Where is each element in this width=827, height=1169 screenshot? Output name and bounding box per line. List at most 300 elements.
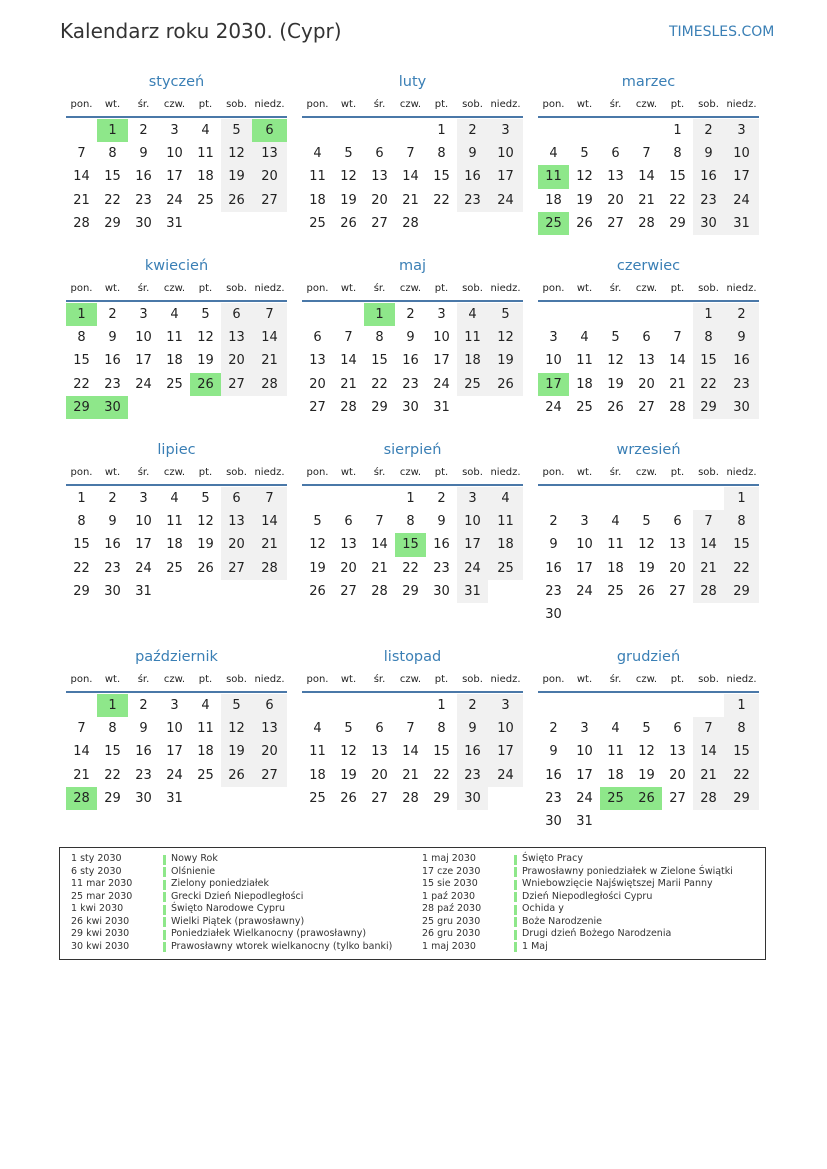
day-cell: 21 [73, 192, 90, 208]
day-cell: 7 [77, 721, 86, 737]
empty-cell [662, 303, 693, 326]
day-cell: 19 [197, 537, 214, 553]
day-cell: 14 [340, 353, 357, 369]
empty-cell [693, 694, 724, 717]
day-cell: 29 [693, 396, 724, 419]
day-cell: 7 [406, 146, 415, 162]
day-cell: 25 [166, 376, 183, 392]
day-cell: 12 [221, 717, 252, 740]
empty-cell [364, 119, 395, 142]
day-cell: 28 [66, 787, 97, 810]
day-cell: 29 [724, 580, 759, 603]
day-cell: 18 [309, 767, 326, 783]
day-cell: 9 [139, 721, 148, 737]
weekday-label: sob. [698, 99, 719, 110]
empty-cell [662, 694, 693, 717]
day-cell: 12 [197, 514, 214, 530]
day-cell: 1 [724, 487, 759, 510]
day-cell: 1 [724, 694, 759, 717]
weekday-header [302, 94, 523, 118]
day-cell: 3 [488, 694, 523, 717]
day-grid [66, 487, 287, 603]
day-cell: 23 [724, 373, 759, 396]
day-cell: 27 [340, 583, 357, 599]
weekday-label: niedz. [726, 467, 757, 478]
day-cell: 11 [309, 169, 326, 185]
day-cell: 26 [309, 583, 326, 599]
day-cell: 28 [693, 787, 724, 810]
weekday-label: niedz. [726, 674, 757, 685]
day-cell: 6 [221, 303, 252, 326]
day-cell: 23 [135, 192, 152, 208]
day-cell: 13 [669, 537, 686, 553]
legend-date: 1 maj 2030 [422, 853, 476, 864]
day-cell: 12 [197, 330, 214, 346]
day-cell: 19 [340, 767, 357, 783]
legend-date: 1 kwi 2030 [71, 903, 124, 914]
day-cell: 15 [73, 353, 90, 369]
day-cell: 1 [437, 123, 446, 138]
day-cell: 23 [402, 376, 419, 392]
day-cell: 16 [457, 740, 488, 763]
day-cell: 14 [402, 744, 419, 760]
day-cell: 5 [201, 491, 210, 506]
day-cell: 7 [252, 487, 287, 510]
day-cell: 4 [201, 698, 210, 713]
month-2 [302, 72, 523, 235]
day-cell: 18 [197, 744, 214, 760]
weekday-label: śr. [137, 467, 150, 478]
empty-cell [631, 694, 662, 717]
day-cell: 8 [108, 146, 117, 162]
weekday-label: pon. [306, 99, 329, 110]
day-cell: 2 [693, 119, 724, 142]
day-cell: 1 [364, 303, 395, 326]
day-cell: 6 [344, 514, 353, 530]
weekday-label: wt. [340, 467, 357, 478]
legend-date: 1 sty 2030 [71, 853, 122, 864]
day-cell: 15 [104, 169, 121, 185]
day-cell: 14 [252, 326, 287, 349]
weekday-label: sob. [698, 283, 719, 294]
day-cell: 11 [309, 744, 326, 760]
day-cell: 18 [197, 169, 214, 185]
day-cell: 2 [457, 694, 488, 717]
day-cell: 27 [371, 215, 388, 231]
day-cell: 7 [77, 146, 86, 162]
day-cell: 20 [252, 740, 287, 763]
day-cell: 10 [135, 514, 152, 530]
day-cell: 8 [406, 514, 415, 530]
day-cell: 24 [545, 399, 562, 415]
day-cell: 3 [580, 514, 589, 530]
month-name: czerwiec [616, 258, 681, 274]
day-cell: 3 [549, 330, 558, 346]
day-cell: 12 [340, 169, 357, 185]
day-cell: 31 [135, 583, 152, 599]
day-grid [302, 694, 523, 810]
day-cell: 11 [197, 146, 214, 162]
day-cell: 11 [607, 537, 624, 553]
day-cell: 21 [371, 560, 388, 576]
weekday-label: śr. [609, 467, 622, 478]
day-cell: 8 [437, 146, 446, 162]
day-cell: 25 [309, 215, 326, 231]
empty-cell [600, 303, 631, 326]
weekday-label: niedz. [254, 99, 285, 110]
day-cell: 15 [433, 169, 450, 185]
day-cell: 9 [549, 744, 558, 760]
day-grid [302, 303, 523, 419]
legend-date: 26 gru 2030 [422, 928, 481, 939]
site-link[interactable]: TIMESLES.COM [669, 24, 775, 40]
day-cell: 15 [669, 169, 686, 185]
empty-cell [538, 487, 569, 510]
day-cell: 5 [344, 146, 353, 162]
day-cell: 5 [580, 146, 589, 162]
empty-cell [569, 694, 600, 717]
month-3 [538, 72, 759, 235]
month-name: luty [398, 74, 427, 90]
day-cell: 19 [197, 353, 214, 369]
day-cell: 7 [344, 330, 353, 346]
day-cell: 2 [406, 307, 415, 322]
weekday-label: czw. [635, 99, 658, 110]
day-cell: 20 [309, 376, 326, 392]
month-name: maj [398, 258, 427, 274]
month-name: październik [135, 649, 218, 665]
day-cell: 7 [406, 721, 415, 737]
day-cell: 15 [73, 537, 90, 553]
day-cell: 17 [488, 740, 523, 763]
empty-cell [538, 694, 569, 717]
weekday-label: sob. [462, 283, 483, 294]
day-cell: 29 [669, 215, 686, 231]
empty-cell [600, 487, 631, 510]
day-cell: 21 [252, 349, 287, 372]
day-cell: 20 [669, 767, 686, 783]
weekday-label: pt. [434, 467, 449, 478]
day-cell: 9 [457, 717, 488, 740]
day-cell: 13 [638, 353, 655, 369]
day-cell: 18 [607, 560, 624, 576]
day-cell: 29 [104, 790, 121, 806]
day-grid [66, 694, 287, 810]
day-cell: 17 [538, 373, 569, 396]
day-cell: 23 [545, 583, 562, 599]
day-cell: 18 [166, 537, 183, 553]
day-grid [538, 694, 759, 833]
day-cell: 22 [433, 767, 450, 783]
day-grid [538, 119, 759, 235]
day-cell: 20 [638, 376, 655, 392]
weekday-label: czw. [163, 467, 186, 478]
day-cell: 5 [611, 330, 620, 346]
weekday-label: wt. [340, 283, 357, 294]
day-cell: 30 [457, 787, 488, 810]
day-cell: 23 [457, 764, 488, 787]
holiday-marker [514, 942, 517, 952]
weekday-label: pt. [670, 467, 685, 478]
weekday-label: sob. [698, 674, 719, 685]
day-cell: 10 [166, 721, 183, 737]
day-cell: 24 [576, 790, 593, 806]
day-cell: 22 [104, 192, 121, 208]
day-cell: 16 [135, 744, 152, 760]
day-cell: 5 [201, 307, 210, 322]
day-cell: 21 [73, 767, 90, 783]
day-cell: 8 [77, 514, 86, 530]
legend-date: 29 kwi 2030 [71, 928, 130, 939]
day-cell: 22 [402, 560, 419, 576]
day-cell: 11 [166, 514, 183, 530]
weekday-label: niedz. [254, 467, 285, 478]
day-cell: 7 [375, 514, 384, 530]
month-9 [538, 440, 759, 626]
empty-cell [302, 119, 333, 142]
day-cell: 24 [135, 560, 152, 576]
legend-holiday-name: Święto Pracy [522, 853, 583, 864]
day-cell: 31 [724, 212, 759, 235]
day-cell: 2 [139, 698, 148, 713]
weekday-header [538, 278, 759, 302]
empty-cell [693, 487, 724, 510]
day-cell: 12 [638, 744, 655, 760]
day-cell: 11 [457, 326, 488, 349]
weekday-label: niedz. [726, 99, 757, 110]
weekday-label: pon. [542, 283, 565, 294]
month-1 [66, 72, 287, 235]
legend-holiday-name: Wniebowzięcie Najświętszej Marii Panny [522, 878, 713, 889]
day-cell: 28 [252, 557, 287, 580]
weekday-label: pt. [198, 467, 213, 478]
weekday-header [538, 669, 759, 693]
day-cell: 2 [724, 303, 759, 326]
day-cell: 14 [73, 169, 90, 185]
legend-holiday-name: 1 Maj [522, 940, 548, 952]
day-cell: 10 [135, 330, 152, 346]
weekday-label: wt. [576, 99, 593, 110]
day-cell: 13 [607, 169, 624, 185]
day-cell: 5 [642, 514, 651, 530]
weekday-label: czw. [635, 674, 658, 685]
day-cell: 10 [545, 353, 562, 369]
day-cell: 24 [135, 376, 152, 392]
month-name: kwiecień [144, 258, 209, 274]
day-cell: 2 [457, 119, 488, 142]
day-cell: 5 [344, 721, 353, 737]
day-cell: 16 [402, 353, 419, 369]
day-cell: 14 [693, 740, 724, 763]
legend-holiday-name: Ochida y [522, 903, 564, 914]
day-cell: 26 [340, 215, 357, 231]
day-cell: 4 [313, 721, 322, 737]
weekday-header [302, 278, 523, 302]
day-cell: 16 [693, 165, 724, 188]
holiday-marker [163, 867, 166, 877]
empty-cell [66, 119, 97, 142]
empty-cell [364, 694, 395, 717]
weekday-label: pon. [70, 99, 93, 110]
day-cell: 25 [576, 399, 593, 415]
day-cell: 18 [166, 353, 183, 369]
holiday-marker [514, 855, 517, 865]
day-cell: 1 [437, 698, 446, 713]
day-cell: 26 [340, 790, 357, 806]
day-cell: 11 [197, 721, 214, 737]
day-cell: 19 [309, 560, 326, 576]
day-cell: 16 [545, 560, 562, 576]
day-cell: 26 [488, 373, 523, 396]
weekday-label: pon. [70, 283, 93, 294]
month-name: lipiec [157, 442, 196, 458]
day-cell: 5 [221, 119, 252, 142]
weekday-label: wt. [104, 99, 121, 110]
empty-cell [662, 487, 693, 510]
day-grid [66, 303, 287, 419]
weekday-label: śr. [609, 99, 622, 110]
weekday-label: wt. [104, 467, 121, 478]
day-cell: 24 [457, 557, 488, 580]
day-cell: 20 [221, 533, 252, 556]
day-cell: 21 [402, 767, 419, 783]
day-cell: 2 [437, 491, 446, 506]
day-cell: 30 [402, 399, 419, 415]
day-cell: 12 [576, 169, 593, 185]
day-cell: 4 [611, 514, 620, 530]
day-cell: 8 [375, 330, 384, 346]
day-cell: 7 [693, 510, 724, 533]
empty-cell [302, 303, 333, 326]
weekday-label: sob. [226, 99, 247, 110]
day-cell: 22 [433, 192, 450, 208]
day-cell: 27 [371, 790, 388, 806]
weekday-label: sob. [226, 283, 247, 294]
day-cell: 22 [693, 373, 724, 396]
weekday-header [538, 94, 759, 118]
weekday-label: niedz. [490, 467, 521, 478]
page-title: Kalendarz roku 2030. (Cypr) [60, 19, 342, 43]
day-cell: 25 [197, 192, 214, 208]
day-cell: 6 [673, 514, 682, 530]
day-cell: 27 [252, 189, 287, 212]
empty-cell [569, 119, 600, 142]
day-cell: 2 [108, 307, 117, 322]
month-name: listopad [383, 649, 442, 665]
weekday-label: wt. [104, 674, 121, 685]
day-cell: 3 [170, 698, 179, 713]
holiday-marker [163, 880, 166, 890]
day-cell: 16 [457, 165, 488, 188]
weekday-label: wt. [104, 283, 121, 294]
day-cell: 9 [457, 142, 488, 165]
legend-holiday-name: Grecki Dzień Niepodległości [171, 890, 304, 902]
day-cell: 3 [457, 487, 488, 510]
weekday-label: niedz. [254, 283, 285, 294]
day-cell: 11 [576, 353, 593, 369]
day-cell: 11 [607, 744, 624, 760]
empty-cell [538, 119, 569, 142]
holiday-marker [514, 880, 517, 890]
weekday-label: czw. [635, 467, 658, 478]
day-cell: 19 [638, 767, 655, 783]
day-cell: 18 [488, 533, 523, 556]
weekday-label: śr. [137, 99, 150, 110]
day-cell: 5 [221, 694, 252, 717]
month-12 [538, 647, 759, 833]
day-cell: 7 [693, 717, 724, 740]
weekday-header [66, 94, 287, 118]
weekday-header [302, 669, 523, 693]
day-cell: 13 [340, 537, 357, 553]
weekday-label: sob. [462, 674, 483, 685]
day-cell: 27 [638, 399, 655, 415]
day-cell: 21 [693, 764, 724, 787]
month-name: sierpień [383, 442, 442, 458]
day-cell: 8 [724, 717, 759, 740]
weekday-label: pt. [670, 99, 685, 110]
day-cell: 13 [252, 142, 287, 165]
day-cell: 4 [201, 123, 210, 138]
day-cell: 28 [252, 373, 287, 396]
day-cell: 23 [545, 790, 562, 806]
day-cell: 6 [375, 146, 384, 162]
day-cell: 1 [97, 694, 128, 717]
day-cell: 1 [406, 491, 415, 506]
day-cell: 16 [724, 349, 759, 372]
day-cell: 6 [252, 694, 287, 717]
legend-holiday-name: Zielony poniedziałek [171, 878, 269, 889]
day-cell: 20 [371, 767, 388, 783]
legend-date: 28 paź 2030 [422, 903, 482, 914]
day-cell: 28 [73, 215, 90, 231]
day-cell: 24 [488, 764, 523, 787]
holiday-marker [163, 942, 166, 952]
day-cell: 18 [545, 192, 562, 208]
day-cell: 13 [309, 353, 326, 369]
day-cell: 2 [139, 123, 148, 138]
day-cell: 20 [607, 192, 624, 208]
day-cell: 10 [433, 330, 450, 346]
legend-date: 26 kwi 2030 [71, 915, 130, 927]
day-cell: 31 [433, 399, 450, 415]
legend-holiday-name: Dzień Niepodległości Cypru [522, 890, 653, 902]
day-cell: 19 [576, 192, 593, 208]
day-cell: 17 [135, 537, 152, 553]
empty-cell [302, 694, 333, 717]
day-cell: 16 [433, 537, 450, 553]
weekday-label: pon. [306, 467, 329, 478]
day-cell: 10 [576, 537, 593, 553]
day-cell: 8 [693, 326, 724, 349]
day-cell: 21 [402, 192, 419, 208]
day-cell: 29 [371, 399, 388, 415]
holiday-marker [514, 867, 517, 877]
day-cell: 3 [488, 119, 523, 142]
day-cell: 29 [402, 583, 419, 599]
day-cell: 25 [600, 787, 631, 810]
weekday-label: pt. [198, 283, 213, 294]
empty-cell [302, 487, 333, 510]
legend-date: 1 paź 2030 [422, 890, 476, 902]
holiday-marker [514, 905, 517, 915]
day-cell: 5 [488, 303, 523, 326]
day-cell: 19 [607, 376, 624, 392]
day-cell: 31 [576, 813, 593, 829]
weekday-label: pon. [70, 674, 93, 685]
day-cell: 5 [313, 514, 322, 530]
weekday-label: pt. [198, 99, 213, 110]
